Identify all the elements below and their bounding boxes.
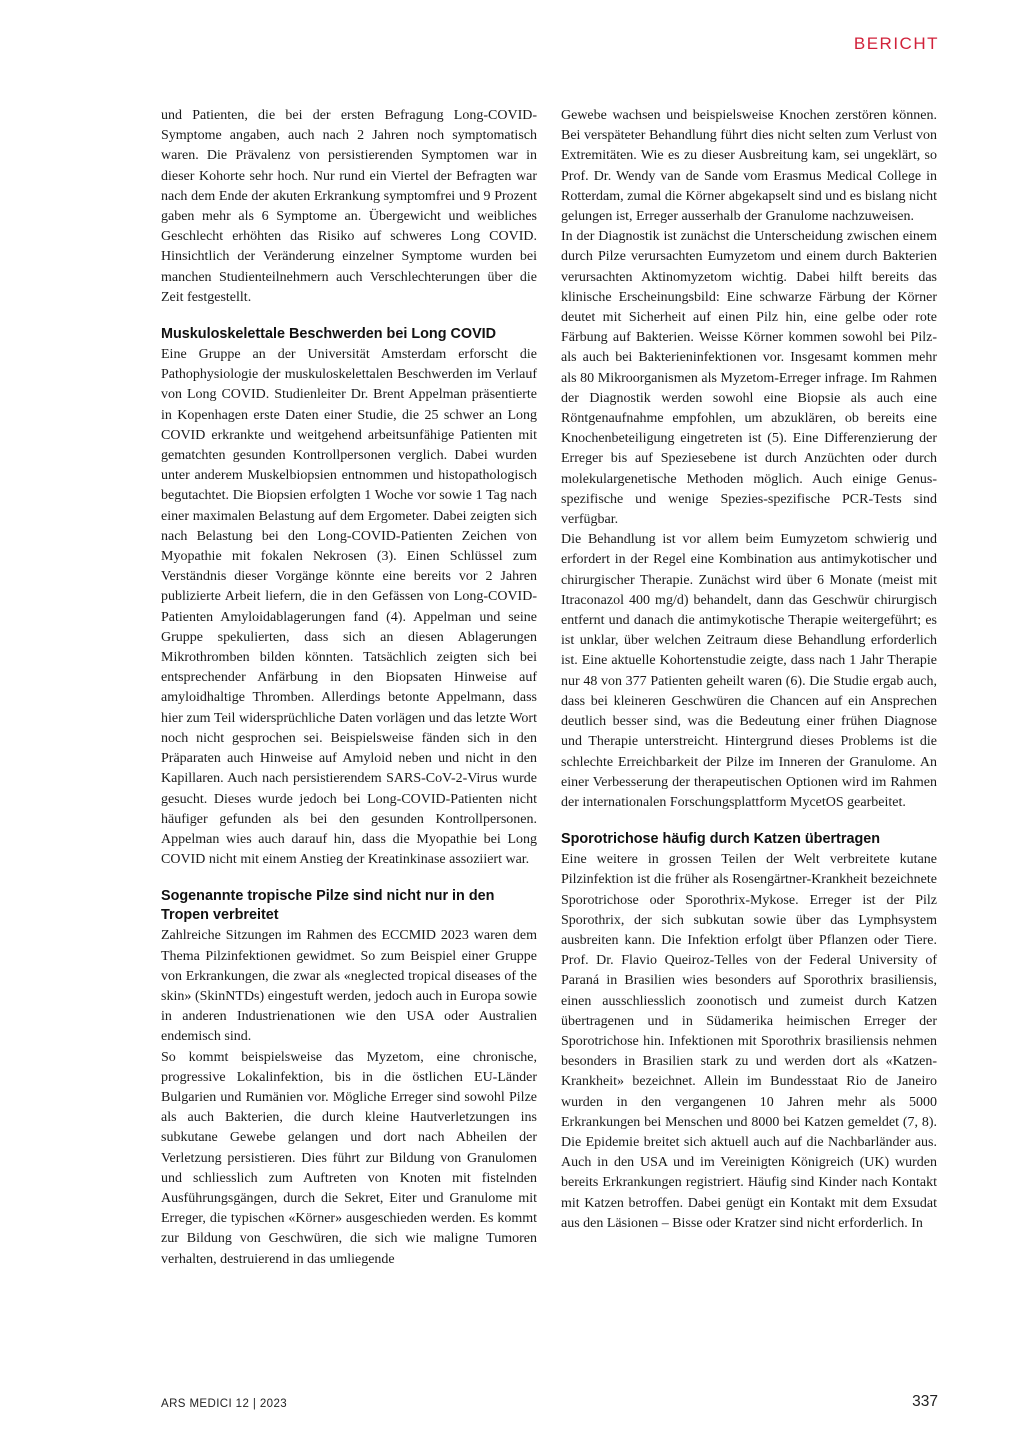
subheading-tropische-pilze: Sogenannte tropische Pilze sind nicht nur in den Tropen verbreitet xyxy=(161,888,495,924)
paragraph: Zahlreiche Sitzungen im Rahmen des ECCMID 2023 waren dem Thema Pilzinfektionen gewidmet. So zum Beispiel einer Gruppe von Erkrankungen, die zwar als «neglected tropical diseases of the skin» (SkinNTDs) eingestuft werden, jedoch auch in Europa sowie in anderen Industrienationen wie den USA oder Australien endemisch sind. xyxy=(161,928,537,1045)
paragraph: und Patienten, die bei der ersten Befragung Long-COVID-Symptome angaben, auch nach 2 Jahren noch symptomatisch waren. Die Prävalenz von persistierenden Symptomen war in dieser Kohorte sehr hoch. Nur rund ein Viertel der Befragten war nach dem Ende der akuten Erkrankung symptomfrei und 9 Prozent gaben mehr als 6 Symptome an. Übergewicht und weibliches Geschlecht erhöhten das Risiko auf schweres Long COVID. Hinsichtlich der Veränderung einzelner Symptome wurden bei manchen Studienteilnehmern auch Verschlechterungen über die Zeit festgestellt. xyxy=(161,108,537,305)
right-column xyxy=(561,106,937,1234)
paragraph: Gewebe wachsen und beispielsweise Knochen zerstören können. Bei verspäteter Behandlung führt dies nicht selten zum Verlust von Extremitäten. Wie es zu dieser Ausbreitung kam, sei ungeklärt, so Prof. Dr. Wendy van de Sande vom Erasmus Medical College in Rotterdam, zumal die Körner abgekapselt sind und es bislang nicht gelungen ist, Erreger ausserhalb der Granulome nachzuweisen. xyxy=(561,108,937,225)
page-number: 337 xyxy=(912,1393,938,1410)
paragraph: Die Behandlung ist vor allem beim Eumyzetom schwierig und erfordert in der Regel eine Kombination aus antimykotischer und chirurgischer Therapie. Zunächst wird über 6 Monate (meist mit Itraconazol 400 mg/d) behandelt, dann das Geschwür chirurgisch entfernt und danach die antimykotische Therapie weitergeführt; es ist unklar, über welchen Zeitraum diese Behandlung erforderlich ist. Eine aktuelle Kohortenstudie zeigte, dass nach 1 Jahr Therapie nur 48 von 377 Patienten geheilt waren (6). Die Studie ergab auch, dass bei kleineren Geschwüren die Chancen auf ein Ansprechen deutlich besser sind, was die Bedeutung einer frühen Diagnose und Therapie unterstreicht. Hintergrund dieses Problems ist die schlechte Erreichbarkeit der Pilze im Inneren der Granulome. An einer Verbesserung der therapeutischen Optionen wird im Rahmen der internationalen Forschungsplattform MycetOS gearbeitet. xyxy=(561,532,937,810)
subheading-sporotrichose: Sporotrichose häufig durch Katzen übertragen xyxy=(561,831,881,848)
paragraph: Eine weitere in grossen Teilen der Welt verbreitete kutane Pilzinfektion ist die früher als Rosengärtner-Krankheit bezeichnete Sporotrichose oder Sporothrix-Mykose. Erreger ist der Pilz Sporothrix, der sich subkutan sowie über das Lymphsystem ausbreiten kann. Die Infektion erfolgt über Pflanzen oder Tiere. Prof. Dr. Flavio Queiroz-Telles von der Federal University of Paraná in Brasilien wies besonders auf Sporothrix brasiliensis, einen ausschliesslich zoonotisch und zumeist durch Katzen übertragenen und in Südamerika heimischen Erreger der Sporotrichose hin. Infektionen mit Sporothrix brasiliensis nehmen besonders in Brasilien stark zu und werden dort als «Katzen-Krankheit» bezeichnet. Allein im Bundesstaat Rio de Janeiro wurden in den vergangenen 10 Jahren mehr als 5000 Erkrankungen bei Menschen und 8000 bei Katzen gemeldet (7, 8). Die Epidemie breitet sich aktuell auch auf die Nachbarländer aus. Auch in den USA und im Vereinigten Königreich (UK) wurden bereits Erkrankungen registriert. Häufig sind Kinder nach Kontakt mit Katzen betroffen. Dabei genügt ein Kontakt mit dem Exsudat aus den Läsionen – Bisse oder Kratzer sind nicht erforderlich. In xyxy=(561,852,937,1231)
subheading-muskuloskelettal: Muskuloskelettale Beschwerden bei Long COVID xyxy=(161,326,497,343)
paragraph: In der Diagnostik ist zunächst die Unterscheidung zwischen einem durch Pilze verursachten Eumyzetom und einem durch Bakterien verursachten Aktinomyzetom wichtig. Dabei hilft bereits das klinische Erscheinungsbild: Eine schwarze Färbung der Körner deutet mit Sicherheit auf einen Pilz hin, eine gelbe oder rote Färbung auf Bakterien. Weisse Körner kommen sowohl bei Pilz- als auch bei Bakterieninfektionen vor. Insgesamt kommen mehr als 80 Mikroorganismen als Myzetom-Erreger infrage. Im Rahmen der Diagnostik werden sowohl eine Biopsie als auch eine Röntgenaufnahme empfohlen, um abzuklären, ob bereits eine Knochenbeteiligung eingetreten ist (5). Eine Differenzierung der Erreger bis auf Speziesebene ist durch Anzüchten oder durch molekulargenetische Methoden möglich. Auch einige Genus-spezifische und wenige Spezies-spezifische PCR-Tests sind verfügbar. xyxy=(561,229,937,528)
paragraph: Eine Gruppe an der Universität Amsterdam erforscht die Pathophysiologie der muskuloskelettalen Beschwerden im Verlauf von Long COVID. Studienleiter Dr. Brent Appelman präsentierte in Kopenhagen erste Daten einer Studie, die 25 schwer an Long COVID erkrankte und weitgehend arbeitsunfähige Patienten mit gematchten gesunden Kontrollpersonen verglich. Dabei wurden unter anderem Muskelbiopsien entnommen und histopathologisch begutachtet. Die Biopsien erfolgten 1 Woche vor sowie 1 Tag nach einer maximalen Belastung auf dem Ergometer. Dabei zeigten sich nach Belastung bei den Long-COVID-Patienten Zeichen von Myopathie mit fokalen Nekrosen (3). Einen Schlüssel zum Verständnis dieser Vorgänge könnte eine bereits vor 2 Jahren publizierte Arbeit liefern, die in den Gefässen von Long-COVID-Patienten Amyloidablagerungen fand (4). Appelman und seine Gruppe spekulierten, dass sich an diesen Ablagerungen Mikrothromben bilden könnten. Tatsächlich zeigten sich bei entsprechender Anfärbung in den Biopsaten Hinweise auf amyloidhaltige Thromben. Allerdings betonte Appelmann, dass hier zum Teil widersprüchliche Daten vorlägen und das letzte Wort noch nicht gesprochen sei. Beispielsweise fänden sich in den Präparaten auch Hinweise auf Amyloid neben und nicht in den Kapillaren. Auch nach persistierendem SARS-CoV-2-Virus wurde gesucht. Dieses wurde jedoch bei Long-COVID-Patienten nicht häufiger gefunden als bei den gesunden Kontrollpersonen. Appelman wies auch darauf hin, dass die Myopathie bei Long COVID nicht mit einem Anstieg der Kreatinkinase assoziiert war. xyxy=(161,347,537,868)
section-label: BERICHT xyxy=(853,34,939,53)
journal-footer: ARS MEDICI 12 | 2023 xyxy=(161,1398,288,1410)
left-column xyxy=(161,106,537,1270)
paragraph: So kommt beispielsweise das Myzetom, eine chronische, progressive Lokalinfektion, bis in die östlichen EU-Länder Bulgarien und Rumänien vor. Mögliche Erreger sind sowohl Pilze als auch Bakterien, die durch kleine Hautverletzungen ins subkutane Gewebe gelangen und dort nach Abheilen der Verletzung persistieren. Dies führt zur Bildung von Granulomen und schliesslich zum Auftreten von Knoten mit fistelnden Ausführungsgängen, durch die Sekret, Eiter und Granulome mit Erreger, die typischen «Körner» ausgeschieden werden. Es kommt zur Bildung von Geschwüren, die sich wie maligne Tumoren verhalten, destruierend in das umliegende xyxy=(161,1049,537,1267)
